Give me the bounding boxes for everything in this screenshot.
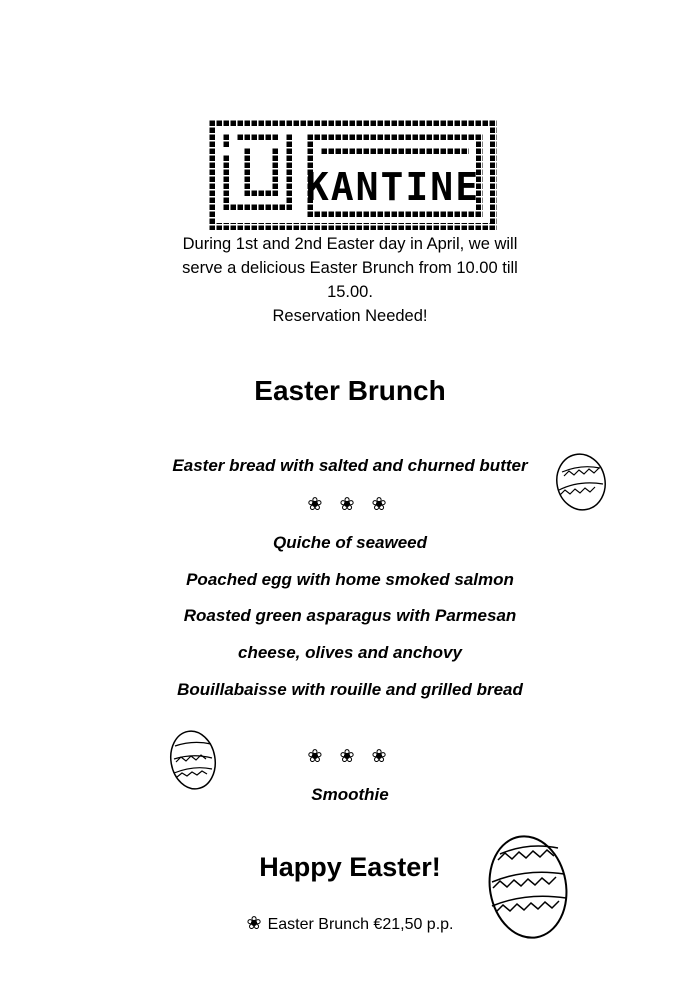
- easter-egg-icon: [554, 452, 608, 512]
- kantine-logo: [209, 120, 497, 230]
- flower-divider: ❀ ❀ ❀: [307, 746, 393, 766]
- easter-egg-icon: [484, 832, 572, 942]
- happy-easter-heading: Happy Easter!: [259, 852, 441, 882]
- menu-item: Poached egg with home smoked salmon: [186, 570, 514, 589]
- easter-egg-icon: [168, 729, 218, 791]
- price-line: [0, 913, 700, 934]
- intro-line: Reservation Needed!: [272, 307, 428, 325]
- menu-title: Easter Brunch: [254, 375, 446, 406]
- flower-divider: ❀ ❀ ❀: [307, 494, 393, 514]
- price-text: Easter Brunch €21,50 p.p.: [267, 916, 454, 933]
- menu-item: Quiche of seaweed: [273, 533, 427, 552]
- intro-line: serve a delicious Easter Brunch from 10.00 till: [182, 259, 518, 277]
- intro-line: 15.00.: [327, 283, 373, 301]
- logo-text: KANTINE: [305, 165, 481, 209]
- menu-item: Smoothie: [311, 785, 389, 804]
- menu-item: Roasted green asparagus with Parmesan: [183, 606, 517, 625]
- menu-item: Bouillabaisse with rouille and grilled bread: [177, 680, 523, 699]
- intro-line: During 1st and 2nd Easter day in April, we will: [182, 235, 518, 253]
- menu-item: cheese, olives and anchovy: [238, 643, 462, 662]
- flower-icon: ❀: [246, 913, 262, 933]
- intro-text: [150, 232, 550, 328]
- menu-item: Easter bread with salted and churned butter: [172, 456, 528, 475]
